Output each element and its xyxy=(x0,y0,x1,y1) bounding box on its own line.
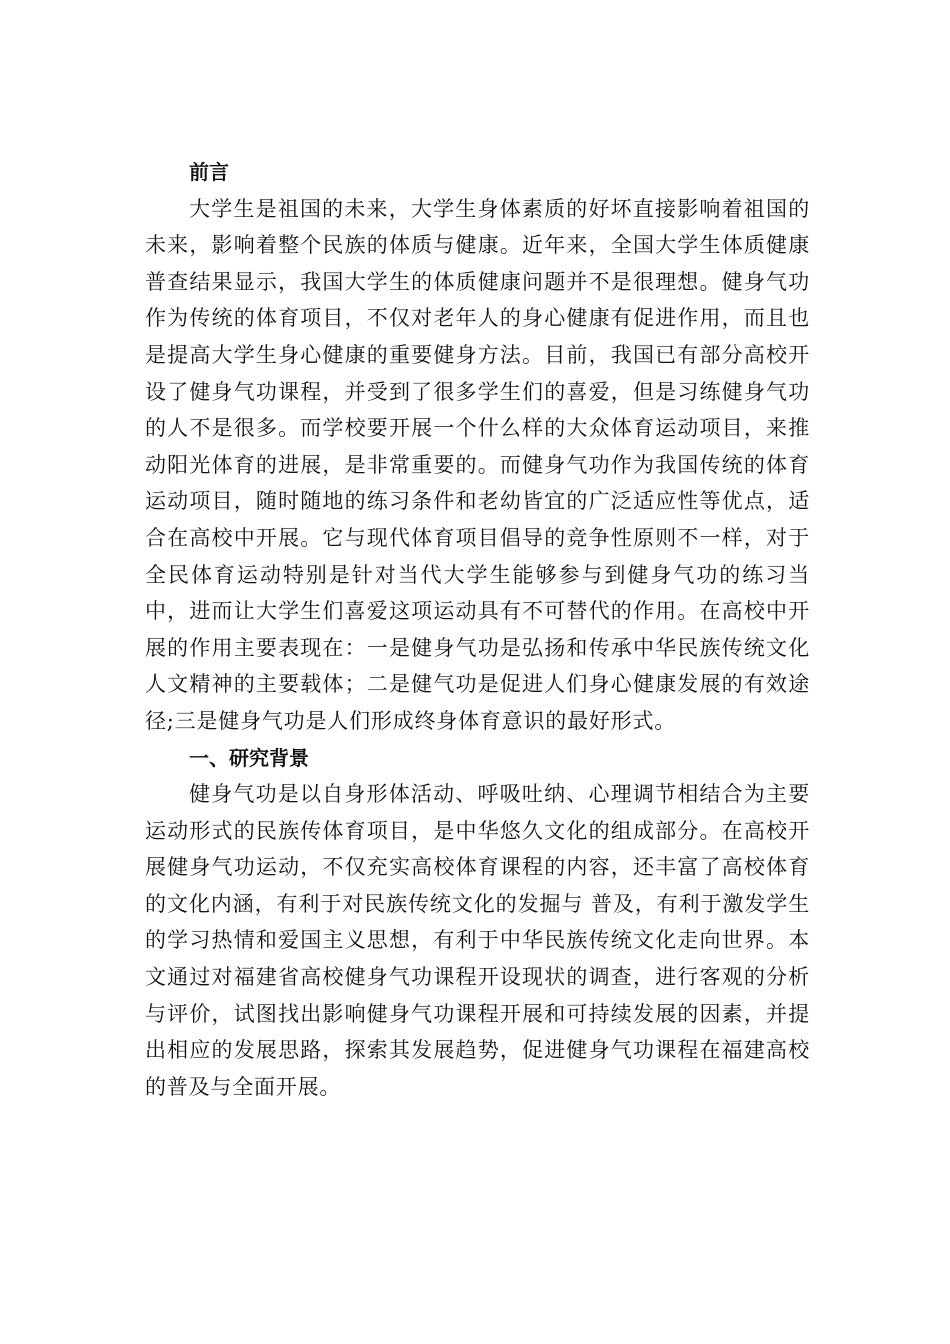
preface-paragraph: 大学生是祖国的未来，大学生身体素质的好坏直接影响着祖国的未来，影响着整个民族的体质与健康。近年来，全国大学生体质健康普查结果显示，我国大学生的体质健康问题并不是很理想。健身气功作为传统的体育项目，不仅对老年人的身心健康有促进作用，而且也是提高大学生身心健康的重要健身方法。目前，我国已有部分高校开设了健身气功课程，并受到了很多学生们的喜爱，但是习练健身气功的人不是很多。而学校要开展一个什么样的大众体育运动项目，来推动阳光体育的进展，是非常重要的。而健身气功作为我国传统的体育运动项目，随时随地的练习条件和老幼皆宜的广泛适应性等优点，适合在高校中开展。它与现代体育项目倡导的竞争性原则不一样，对于全民体育运动特别是针对当代大学生能够参与到健身气功的练习当中，进而让大学生们喜爱这项运动具有不可替代的作用。在高校中开展的作用主要表现在：一是健身气功是弘扬和传承中华民族传统文化人文精神的主要载体；二是健气功是促进人们身心健康发展的有效途径;三是健身气功是人们形成终身体育意识的最好形式。 xyxy=(145,196,810,733)
research-background-paragraph: 健身气功是以自身形体活动、呼吸吐纳、心理调节相结合为主要运动形式的民族传体育项目，是中华悠久文化的组成部分。在高校开展健身气功运动，不仅充实高校体育课程的内容，还丰富了高校体育的文化内涵，有利于对民族传统文化的发掘与 普及，有利于激发学生的学习热情和爱国主义思想，有利于中华民族传统文化走向世界。本文通过对福建省高校健身气功课程开设现状的调查，进行客观的分析与评价，试图找出影响健身气功课程开展和可持续发展的因素，并提出相应的发展思路，探索其发展趋势，促进健身气功课程在福建高校的普及与全面开展。 xyxy=(145,782,810,1099)
preface-heading: 前言 xyxy=(189,160,229,184)
section-heading-research-background: 一、研究背景 xyxy=(189,745,309,770)
document-page xyxy=(145,154,810,1105)
